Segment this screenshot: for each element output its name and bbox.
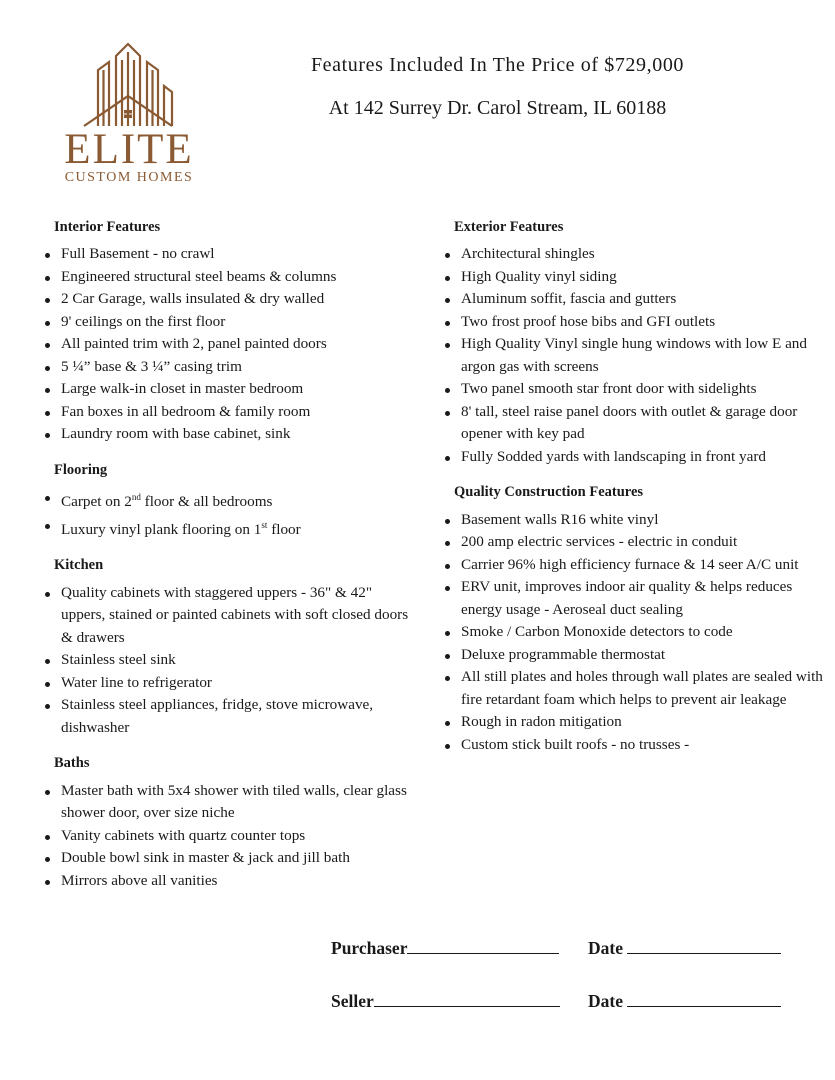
- seller-date-label: Date: [588, 991, 623, 1011]
- kitchen-list: [40, 582, 420, 740]
- list-item: Basement walls R16 white vinyl: [440, 509, 825, 532]
- skyline-icon: [54, 40, 204, 130]
- interior-features-list: [40, 243, 420, 446]
- left-column: [40, 219, 420, 908]
- flooring-list: [40, 486, 420, 541]
- logo-wordmark: ELITE: [64, 126, 194, 173]
- list-item: Laundry room with base cabinet, sink: [40, 423, 420, 446]
- list-item: ERV unit, improves indoor air quality & helps reduces energy usage - Aeroseal duct sealing: [440, 576, 825, 621]
- list-item: All still plates and holes through wall plates are sealed with fire retardant foam which helps to prevent air leakage: [440, 666, 825, 711]
- list-item: Luxury vinyl plank flooring on 1st floor: [40, 514, 420, 542]
- address-heading: At 142 Surrey Dr. Carol Stream, IL 60188: [328, 97, 667, 119]
- logo-subtitle: CUSTOM HOMES: [64, 170, 194, 185]
- list-item: Architectural shingles: [440, 243, 825, 266]
- list-item: 5 ¼” base & 3 ¼” casing trim: [40, 356, 420, 379]
- list-item: Rough in radon mitigation: [440, 711, 825, 734]
- list-item: 9' ceilings on the first floor: [40, 311, 420, 334]
- list-item: Double bowl sink in master & jack and jill bath: [40, 847, 420, 870]
- list-item: Master bath with 5x4 shower with tiled walls, clear glass shower door, over size niche: [40, 780, 420, 825]
- list-item: Fan boxes in all bedroom & family room: [40, 401, 420, 424]
- list-item: Custom stick built roofs - no trusses -: [440, 734, 825, 757]
- list-item: Mirrors above all vanities: [40, 870, 420, 893]
- baths-list: [40, 780, 420, 893]
- list-item: Stainless steel appliances, fridge, stove microwave, dishwasher: [40, 694, 420, 739]
- list-item: Two frost proof hose bibs and GFI outlets: [440, 311, 825, 334]
- list-item: Fully Sodded yards with landscaping in front yard: [440, 446, 825, 469]
- seller-signature-row: [331, 989, 623, 1012]
- quality-construction-title: Quality Construction Features: [454, 484, 644, 501]
- list-item: Quality cabinets with staggered uppers - 36" & 42" uppers, stained or painted cabinets with soft closed doors & drawers: [40, 582, 420, 650]
- exterior-features-title: Exterior Features: [454, 219, 564, 235]
- purchaser-date-line[interactable]: [627, 936, 781, 954]
- seller-date-line[interactable]: [627, 989, 781, 1007]
- right-column: [440, 219, 825, 772]
- kitchen-title: Kitchen: [54, 557, 104, 574]
- list-item: Engineered structural steel beams & columns: [40, 266, 420, 289]
- list-item: Large walk-in closet in master bedroom: [40, 378, 420, 401]
- list-item: Two panel smooth star front door with sidelights: [440, 378, 825, 401]
- list-item: Carpet on 2nd floor & all bedrooms: [40, 486, 420, 514]
- list-item: High Quality vinyl siding: [440, 266, 825, 289]
- list-item: Carrier 96% high efficiency furnace & 14 seer A/C unit: [440, 554, 825, 577]
- exterior-features-list: [440, 243, 825, 468]
- quality-construction-list: [440, 509, 825, 757]
- purchaser-signature-row: [331, 936, 623, 959]
- list-item: Full Basement - no crawl: [40, 243, 420, 266]
- list-item: Smoke / Carbon Monoxide detectors to code: [440, 621, 825, 644]
- list-item: 8' tall, steel raise panel doors with outlet & garage door opener with key pad: [440, 401, 825, 446]
- list-item: Stainless steel sink: [40, 649, 420, 672]
- list-item: All painted trim with 2, panel painted doors: [40, 333, 420, 356]
- list-item: Water line to refrigerator: [40, 672, 420, 695]
- seller-signature-line[interactable]: [374, 989, 560, 1007]
- list-item: High Quality Vinyl single hung windows with low E and argon gas with screens: [440, 333, 825, 378]
- company-logo: [54, 40, 204, 190]
- list-item: Vanity cabinets with quartz counter tops: [40, 825, 420, 848]
- seller-label: Seller: [331, 991, 374, 1011]
- list-item: 200 amp electric services - electric in conduit: [440, 531, 825, 554]
- purchaser-label: Purchaser: [331, 938, 408, 958]
- list-item: 2 Car Garage, walls insulated & dry walled: [40, 288, 420, 311]
- interior-features-title: Interior Features: [54, 219, 161, 235]
- purchaser-date-label: Date: [588, 938, 623, 958]
- list-item: Deluxe programmable thermostat: [440, 644, 825, 667]
- baths-title: Baths: [54, 755, 90, 772]
- list-item: Aluminum soffit, fascia and gutters: [440, 288, 825, 311]
- flooring-title: Flooring: [54, 461, 108, 478]
- price-heading: Features Included In The Price of $729,000: [310, 54, 685, 76]
- purchaser-signature-line[interactable]: [407, 936, 559, 954]
